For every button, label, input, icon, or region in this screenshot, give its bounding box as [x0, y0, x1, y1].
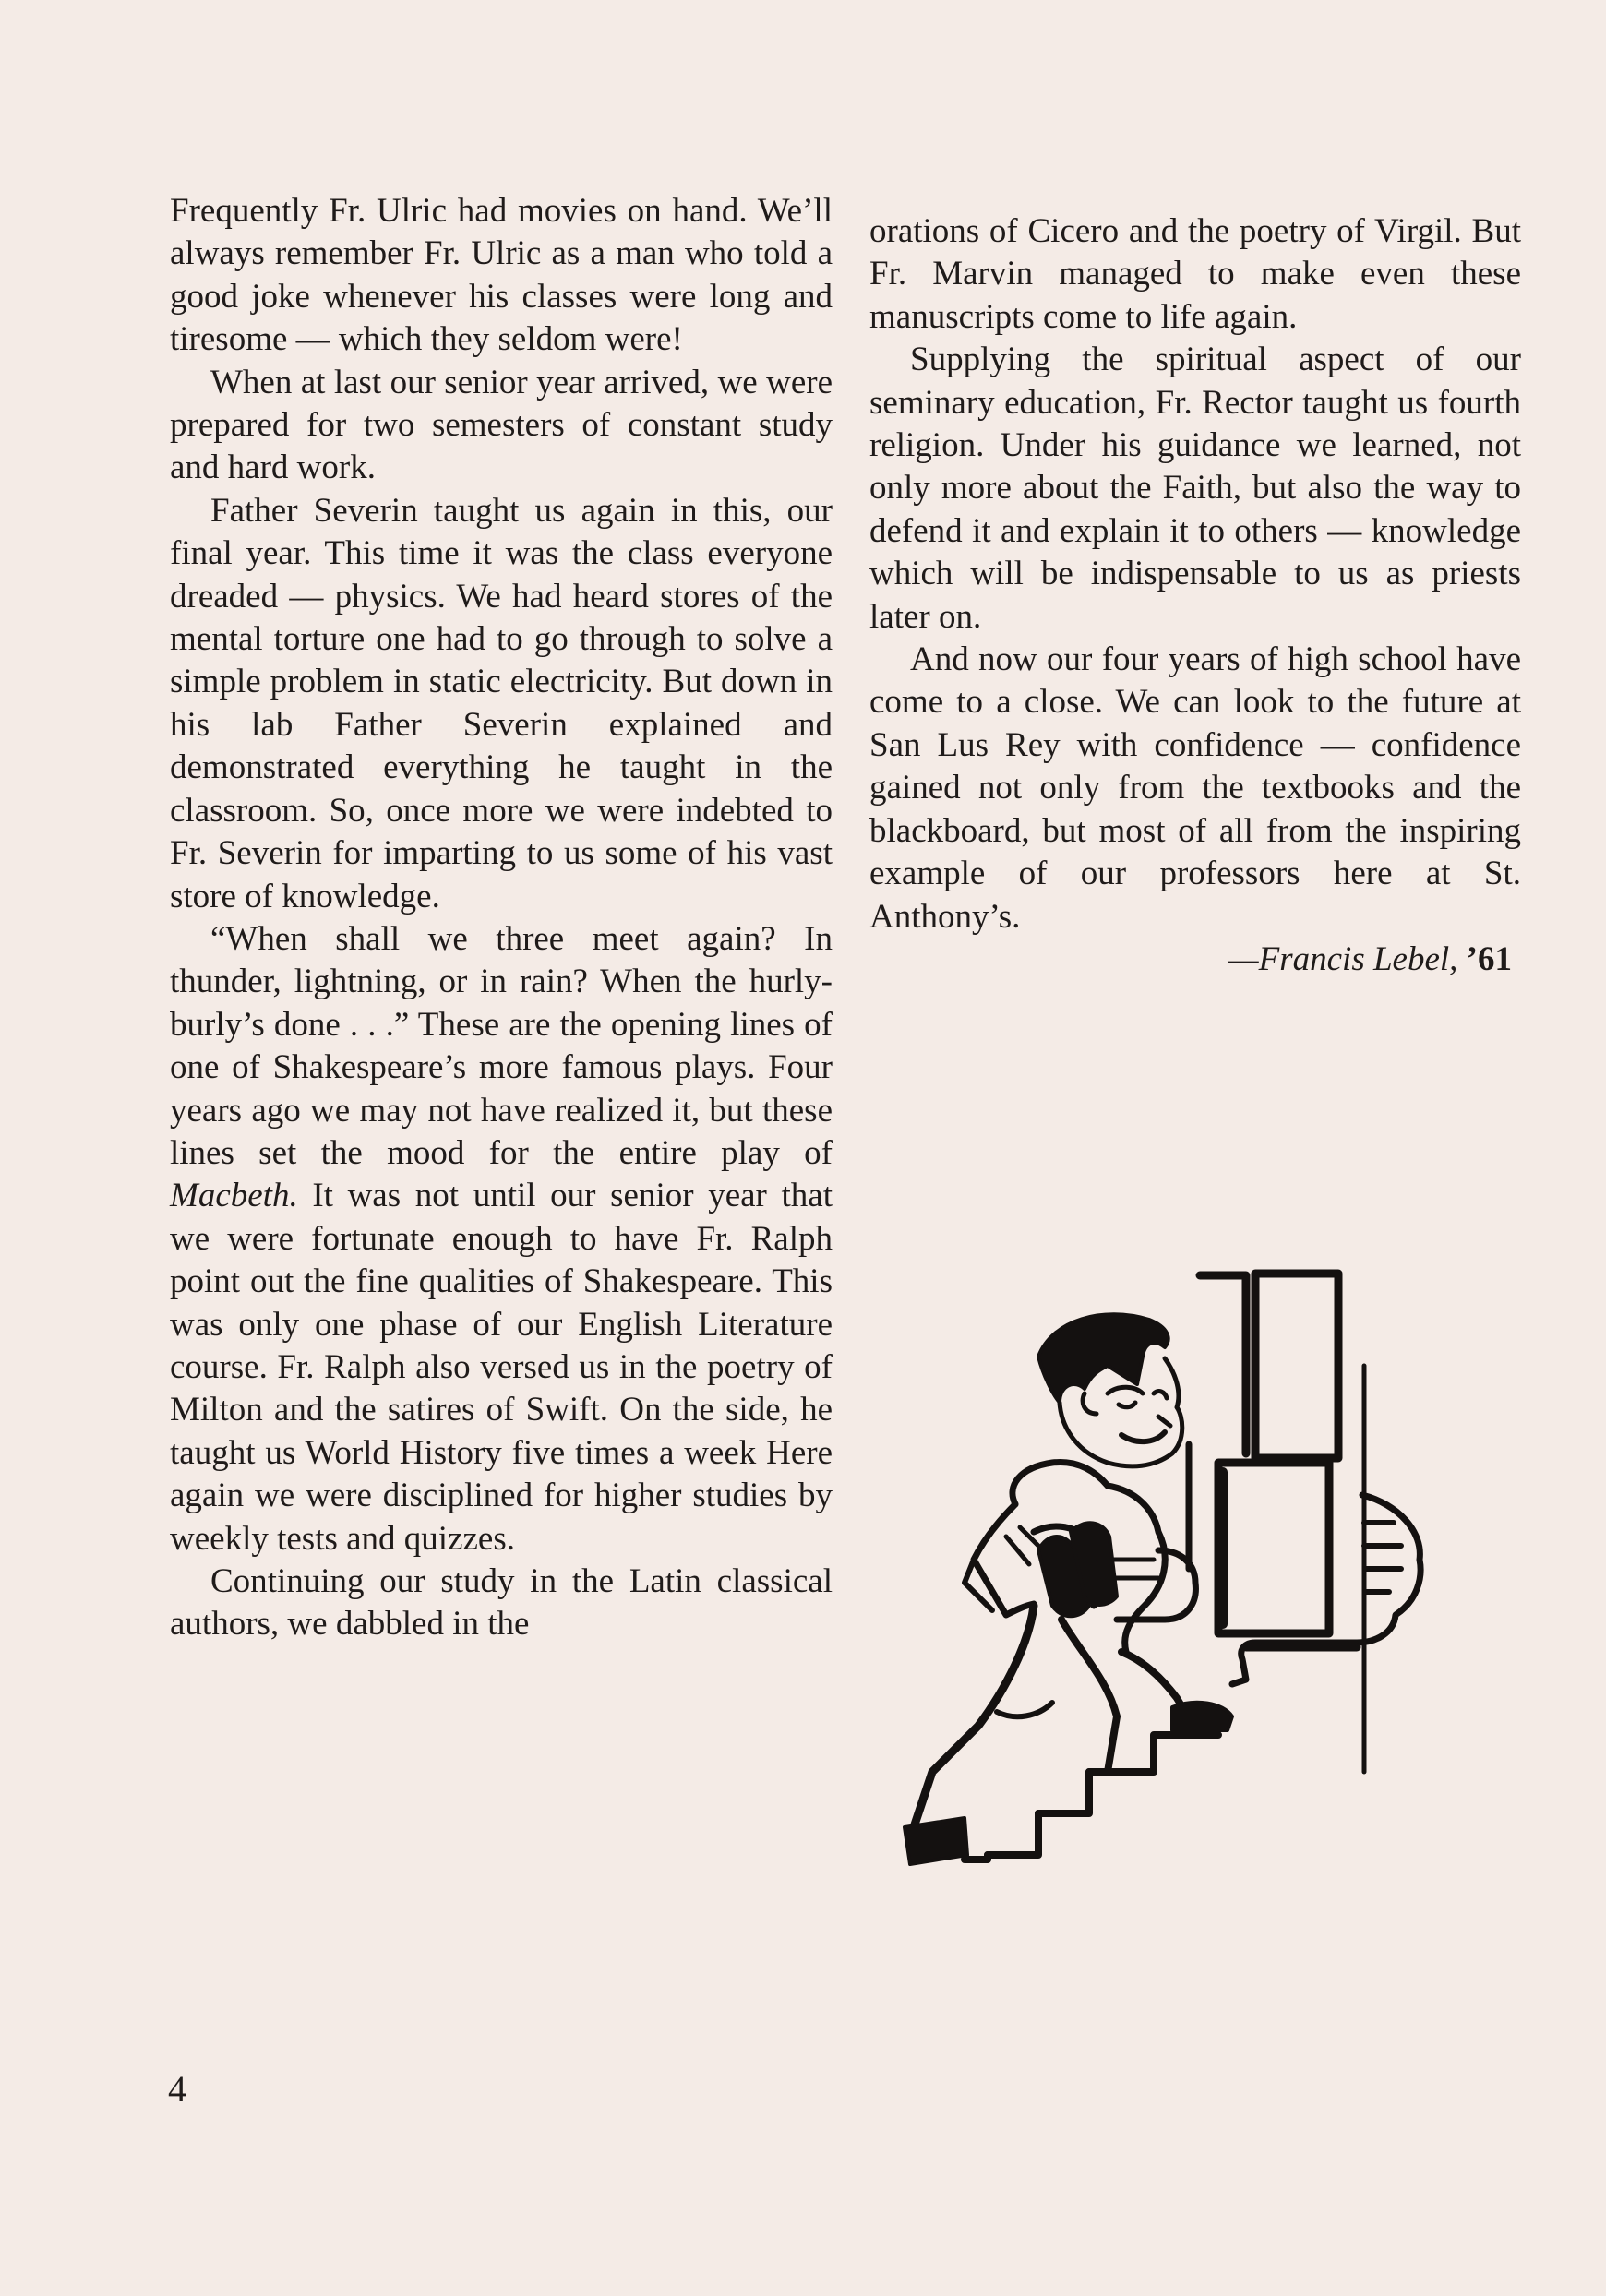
paragraph-senior-year: When at last our senior year arrived, we were prepared for two semesters of constant study and hard work.	[170, 363, 833, 487]
window-icon	[1189, 1274, 1364, 1772]
paragraph-movies: Frequently Fr. Ulric had movies on hand. We’ll always remember Fr. Ulric as a man who told a good joke whenever his classes were long and tiresome — which they seldom were!	[170, 192, 833, 359]
shakespeare-text-a: These are the opening lines of one of Shakespeare’s more famous plays. Four years ago we may not have realized it, but these lines set the mood for the entire play of	[170, 1005, 833, 1172]
student-climbing-stairs-icon	[877, 1255, 1486, 1929]
right-column	[869, 210, 1521, 981]
macbeth-title: Macbeth.	[170, 1177, 298, 1215]
paragraph-cicero: orations of Cicero and the poetry of Virgil. But Fr. Marvin managed to make even these manuscripts come to life again.	[869, 212, 1521, 336]
author-signature	[869, 939, 1521, 981]
page-number: 4	[168, 2068, 186, 2110]
author-year: ’61	[1466, 939, 1512, 978]
macbeth-quote: “When shall we three meet again? In thunder, lightning, or in rain? When the hurly-burly’s done . . .”	[170, 919, 833, 1044]
shoes-icon	[905, 1703, 1232, 1864]
books-icon	[1038, 1523, 1158, 1616]
author-name: —Francis Lebel,	[1228, 939, 1467, 978]
stairs-icon	[965, 1735, 1218, 1860]
paragraph-physics: Father Severin taught us again in this, our final year. This time it was the class everyone dreaded — physics. We had heard stores of the mental torture one had to go through to solve a simple problem in static electricity. But down in his lab Father Severin explained and demonstrated everything he taught in the classroom. So, once more we were indebted to Fr. Severin for imparting to us some of his vast store of knowledge.	[170, 491, 833, 915]
paragraph-religion: Supplying the spiritual aspect of our seminary education, Fr. Rector taught us fourth religion. Under his guidance we learned, not only more about the Faith, but also the way to defend it and explain it to others — knowledge which will be indispensable to us as priests later on.	[869, 341, 1521, 636]
paragraph-latin: Continuing our study in the Latin classical authors, we dabbled in the	[170, 1562, 833, 1644]
paragraph-shakespeare	[170, 918, 833, 1561]
left-column	[170, 190, 833, 1646]
student-head-icon	[1038, 1314, 1182, 1466]
student-legs-icon	[914, 1606, 1191, 1827]
shakespeare-text-b: It was not until our senior year that we were fortunate enough to have Fr. Ralph point out the fine qualities of Shakespeare. This was only one phase of our English Literature course. Fr. Ralph also versed us in the poetry of Milton and the satires of Swift. On the side, he taught us World History five times a week Here again we were disciplined for higher studies by weekly tests and quizzes.	[170, 1177, 833, 1558]
paragraph-conclusion: And now our four years of high school have come to a close. We can look to the future at San Lus Rey with confidence — confidence gained not only from the textbooks and the blackboard, but most of all from the inspiring example of our professors here at St. Anthony’s.	[869, 640, 1521, 936]
